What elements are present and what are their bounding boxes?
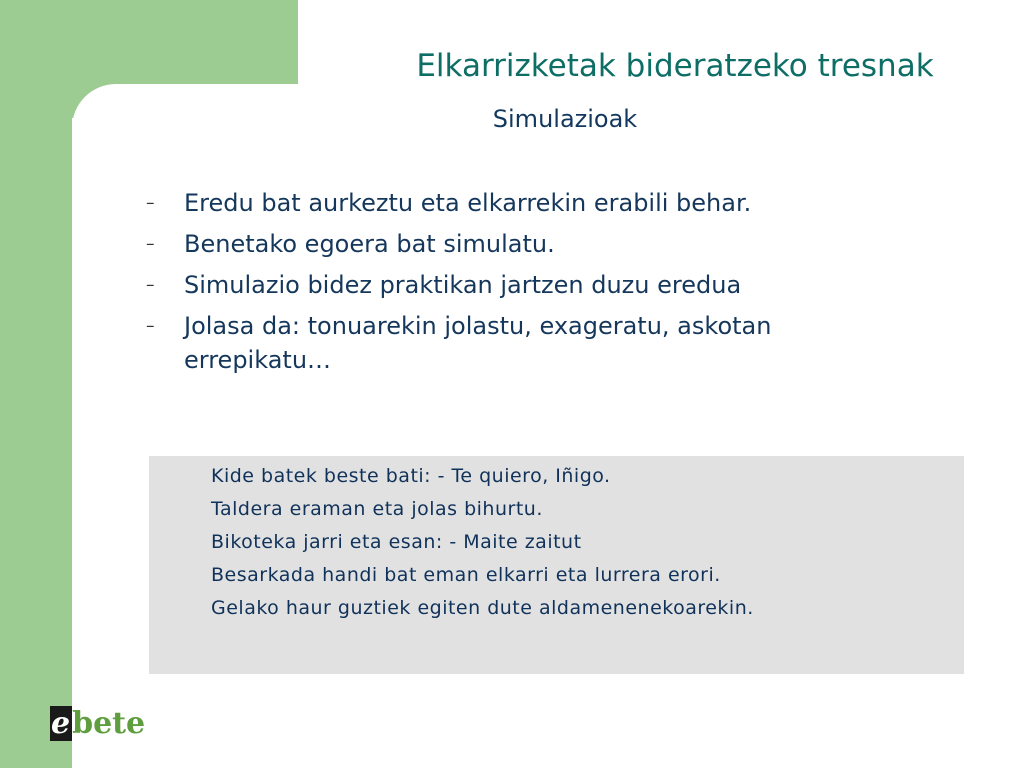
dash-marker: – xyxy=(146,316,155,336)
logo-letter-t: t xyxy=(112,706,127,741)
dash-marker: – xyxy=(146,234,155,254)
bullet-text: Jolasa da: tonuarekin jolastu, exageratu, askotan errepikatu… xyxy=(184,312,772,374)
slide-subtitle: Simulazioak xyxy=(492,105,638,133)
logo-letter-e: e xyxy=(126,706,146,741)
dash-marker: – xyxy=(146,193,155,213)
example-line: Gelako haur guztiek egiten dute aldamenenekoarekin. xyxy=(211,597,754,619)
example-line: Taldera eraman eta jolas bihurtu. xyxy=(211,498,543,520)
example-line: Bikoteka jarri eta esan: - Maite zaitut xyxy=(211,531,582,553)
bullet-text: Benetako egoera bat simulatu. xyxy=(184,230,555,258)
ebete-logo xyxy=(50,702,170,746)
bullet-text: Eredu bat aurkeztu eta elkarrekin erabili behar. xyxy=(184,189,752,217)
example-line: Besarkada handi bat eman elkarri eta lurrera erori. xyxy=(211,564,721,586)
bullet-item xyxy=(140,186,900,220)
example-line: Kide batek beste bati: - Te quiero, Iñigo. xyxy=(211,465,611,487)
bullet-item xyxy=(140,309,900,377)
logo-letter-e: e xyxy=(51,706,71,741)
logo-letter-e: e xyxy=(93,706,113,741)
bullet-item xyxy=(140,227,900,261)
bullet-list xyxy=(140,186,900,384)
bullet-text: Simulazio bidez praktikan jartzen duzu eredua xyxy=(184,271,742,299)
dash-marker: – xyxy=(146,275,155,295)
logo-letter-b: b xyxy=(72,706,94,741)
example-lines xyxy=(211,460,951,625)
bullet-item xyxy=(140,268,900,302)
slide-title: Elkarrizketak bideratzeko tresnak xyxy=(416,48,934,84)
white-rounded-corner xyxy=(72,84,312,164)
